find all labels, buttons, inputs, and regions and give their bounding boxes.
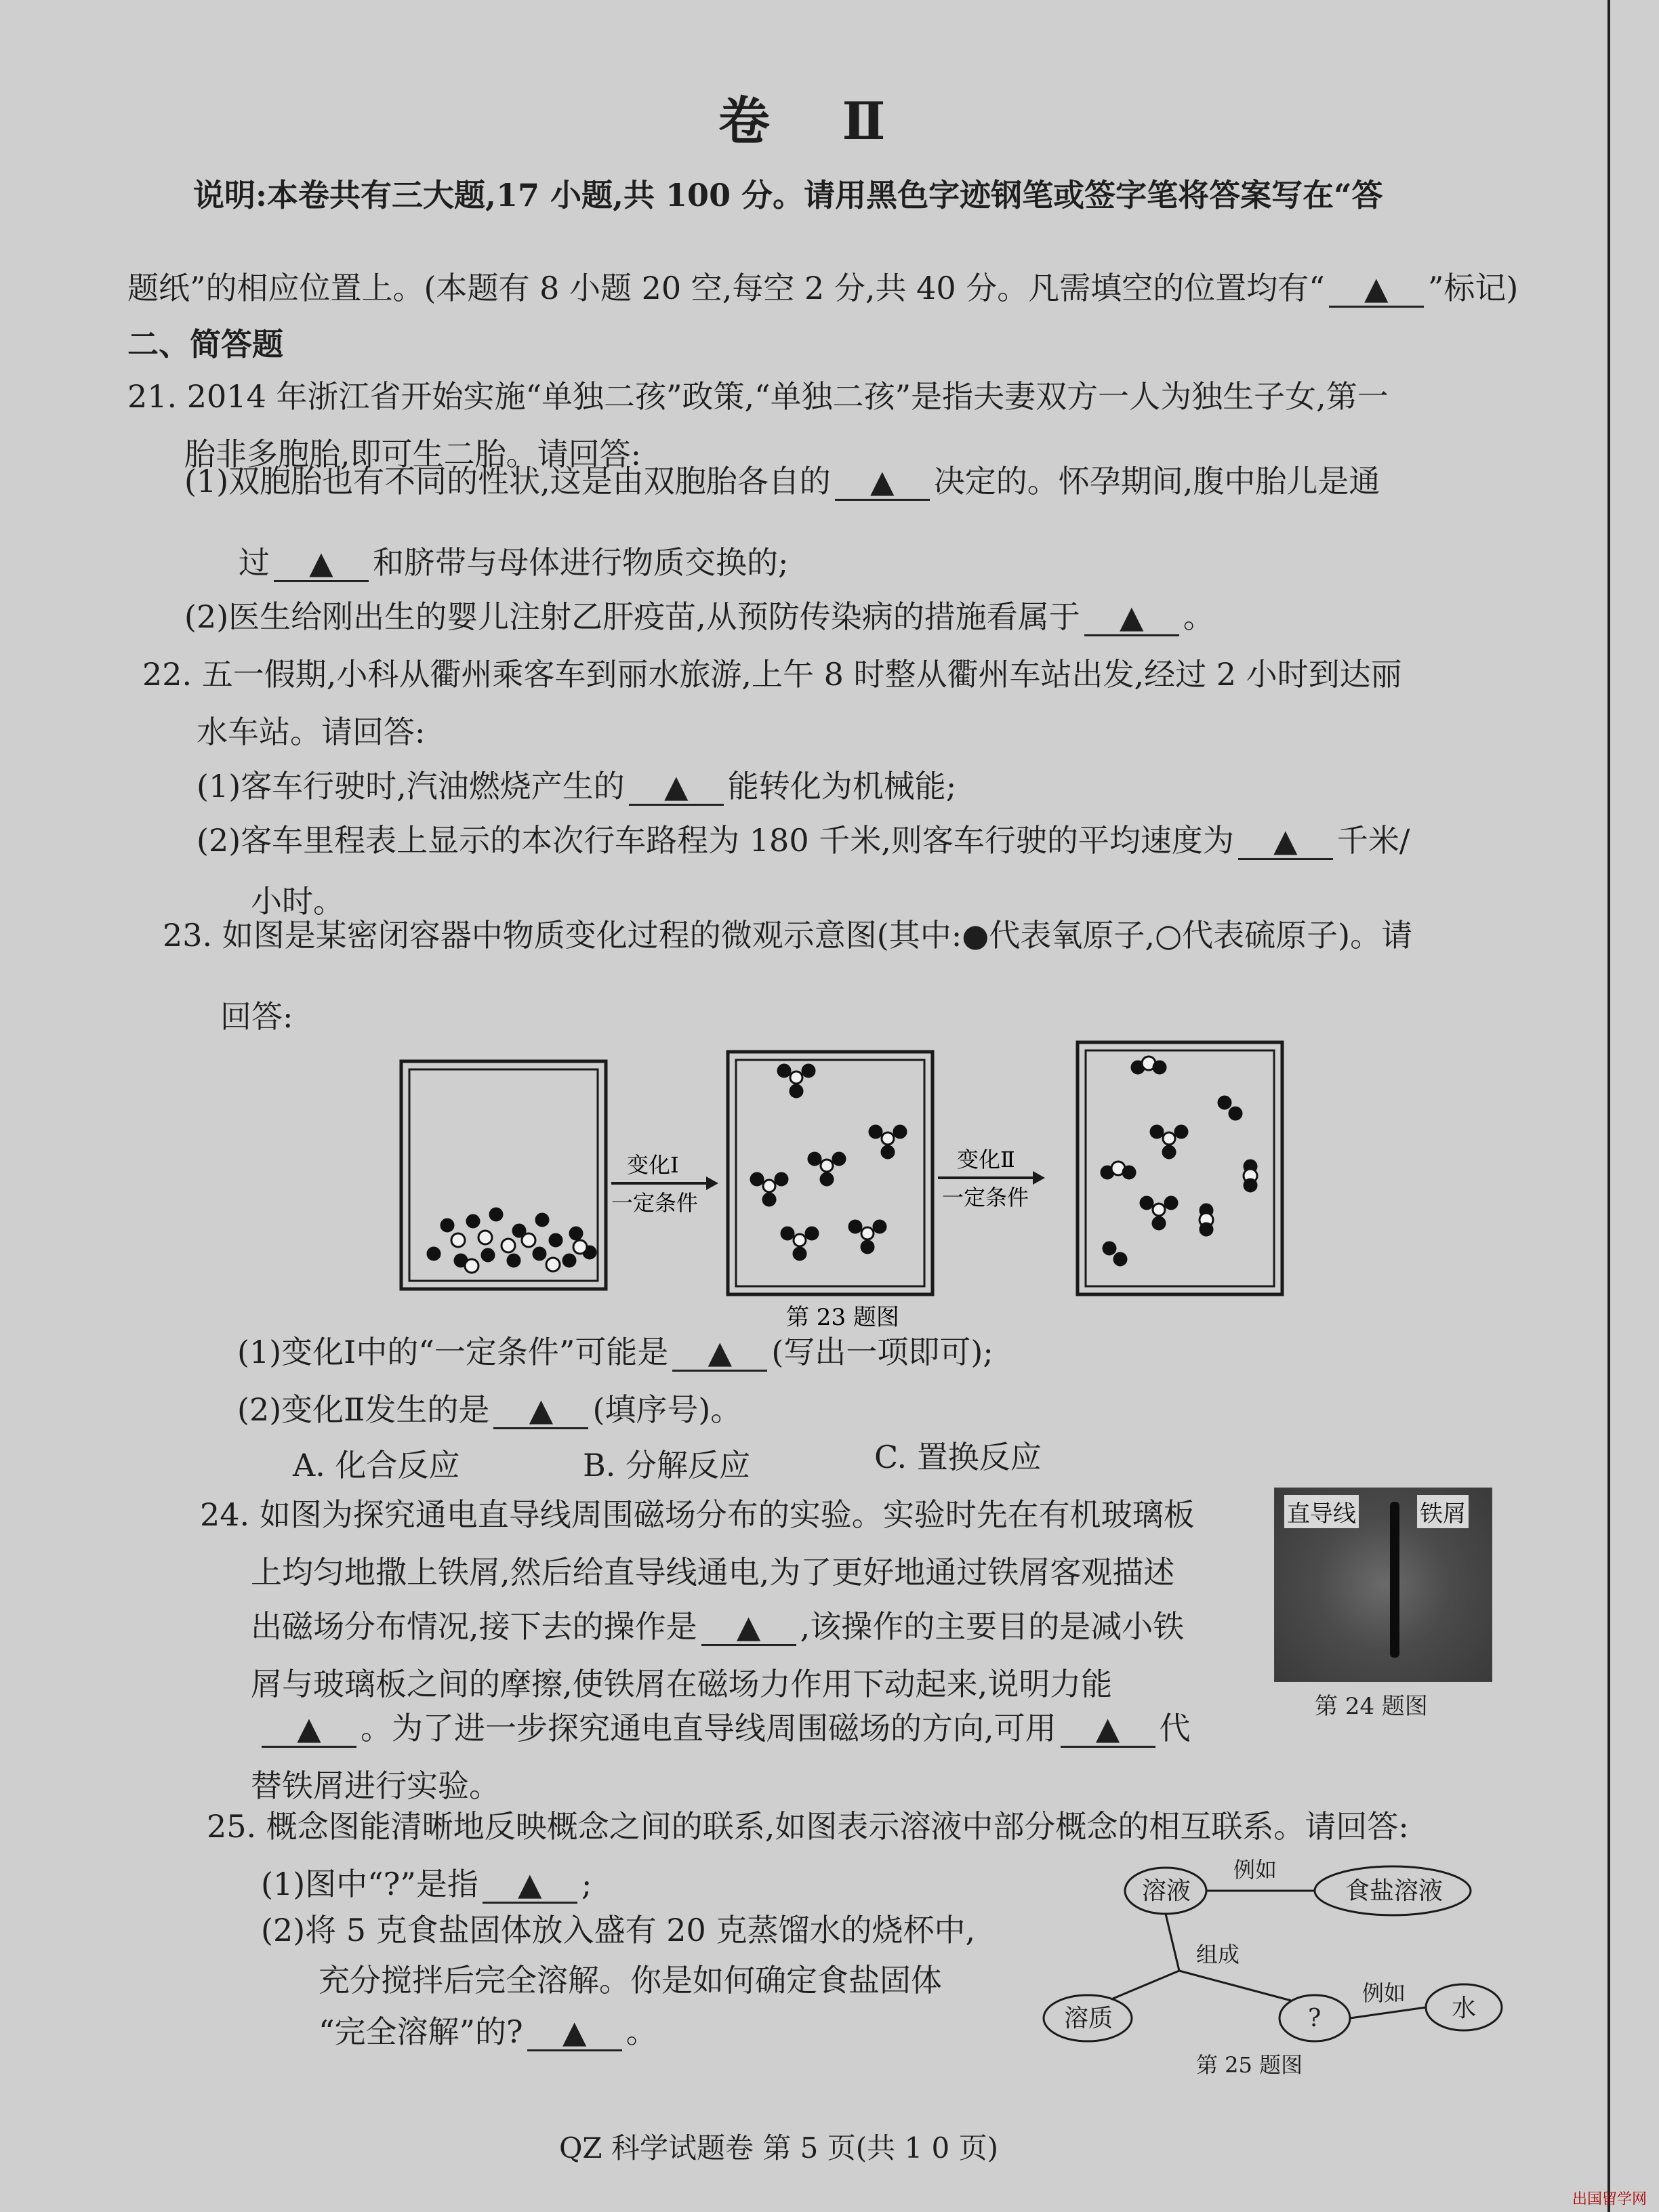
q23-part-2: (2)变化Ⅱ发生的是 ▲ (填序号)。 [237,1391,742,1428]
q24-line-1: 24. 如图为探究通电直导线周围磁场分布的实验。实验时先在有机玻璃板 [200,1496,1195,1533]
q22-part-1: (1)客车行驶时,汽油燃烧产生的 ▲ 能转化为机械能; [197,768,957,804]
q25-part-2-line-1: (2)将 5 克食盐固体放入盛有 20 克蒸馏水的烧杯中, [261,1912,976,1948]
node-unknown-label: ? [1308,2005,1322,2032]
q24-line-6: 替铁屑进行实验。 [251,1767,500,1804]
edge-to-solute [1111,1971,1179,1999]
q25-part-2-line-2: 充分搅拌后完全溶解。你是如何确定食盐固体 [319,1962,942,1999]
answer-blank: ▲ [274,545,369,582]
arrow-2-label-top: 变化Ⅱ [957,1147,1015,1172]
edge-solution-compose [1166,1914,1179,1971]
container-middle-molecules [751,1065,906,1260]
q22-part-2-line-2: 小时。 [251,883,344,920]
answer-blank: ▲ [483,1866,577,1904]
q22-stem-2: 水车站。请回答: [197,714,426,750]
node-salt-solution-label: 食盐溶液 [1345,1877,1443,1905]
answer-blank: ▲ [701,1609,796,1646]
q23-part-1: (1)变化Ⅰ中的“一定条件”可能是 ▲ (写出一项即可); [237,1334,994,1370]
label-iron-filings: 铁屑 [1417,1495,1469,1528]
edge-example-2-label: 例如 [1362,1980,1406,2006]
q23-option-c: C. 置换反应 [874,1439,1042,1475]
answer-blank: ▲ [527,2014,622,2051]
q21-part-2: (2)医生给刚出生的婴儿注射乙肝疫苗,从预防传染病的措施看属于 ▲ 。 [184,598,1214,635]
node-solution-label: 溶液 [1142,1877,1191,1905]
q23-molecule-diagram [393,1037,1301,1335]
answer-blank: ▲ [1061,1711,1155,1748]
site-watermark: 出国留学网 [1572,2191,1647,2208]
q24-line-5: ▲ 。为了进一步探究通电直导线周围磁场的方向,可用 ▲ 代 [258,1708,1191,1748]
q23-option-b: B. 分解反应 [583,1447,751,1483]
edge-unknown-example [1350,2007,1426,2018]
answer-blank: ▲ [262,1711,356,1748]
q24-line-3: 出磁场分布情况,接下去的操作是 ▲ ,该操作的主要目的是减小铁 [251,1608,1185,1645]
answer-blank: ▲ [835,464,930,501]
q22-stem-1: 22. 五一假期,小科从衢州乘客车到丽水旅游,上午 8 时整从衢州车站出发,经过 2 小时到达丽 [142,656,1402,693]
q25-concept-map [1030,1850,1518,2081]
answer-blank: ▲ [1084,599,1179,636]
instruction-line-1: 说明:本卷共有三大题,17 小题,共 100 分。请用黑色字迹钢笔或签字笔将答案写在“答 [193,177,1383,213]
q25-figure-caption: 第 25 题图 [1196,2052,1303,2078]
q25-part-2-line-3: “完全溶解”的? ▲ 。 [319,2013,657,2050]
node-solute-label: 溶质 [1064,2005,1113,2032]
q23-figure-caption: 第 23 题图 [786,1304,899,1331]
node-water-label: 水 [1452,1994,1477,2022]
q24-line-4: 屑与玻璃板之间的摩擦,使铁屑在磁场力作用下动起来,说明力能 [251,1666,1113,1702]
straight-wire [1390,1502,1399,1658]
answer-blank: ▲ [493,1392,588,1429]
edge-compose-label: 组成 [1196,1942,1240,1967]
q21-stem-2: 胎非多胞胎,即可生二胎。请回答: [184,436,642,472]
q23-stem-2: 回答: [220,998,293,1035]
q24-photo-figure [1274,1488,1492,1682]
q21-part-1b: 过 ▲ 和脐带与母体进行物质交换的; [239,544,789,581]
arrow-1-label-top: 变化Ⅰ [627,1152,679,1178]
arrow-1-label-bottom: 一定条件 [611,1190,699,1216]
container-after-molecules [1101,1057,1257,1265]
q21-part-1a: (1)双胞胎也有不同的性状,这是由双胞胎各自的 ▲ 决定的。怀孕期间,腹中胎儿是通 [184,463,1380,499]
answer-blank: ▲ [629,769,724,806]
blank-mark: ▲ [1329,270,1424,308]
instruction-line-2: 题纸”的相应位置上。(本题有 8 小题 20 空,每空 2 分,共 40 分。凡需填空的位置均有“ ▲ ”标记) [127,270,1519,306]
q22-part-2: (2)客车里程表上显示的本次行车路程为 180 千米,则客车行驶的平均速度为 ▲ 千米/ [197,822,1410,859]
q21-stem-1: 21. 2014 年浙江省开始实施“单独二孩”政策,“单独二孩”是指夫妻双方一人为独生子女,第一 [127,378,1389,415]
answer-blank: ▲ [672,1334,767,1372]
q23-option-a: A. 化合反应 [293,1447,460,1483]
arrow-2-label-bottom: 一定条件 [942,1185,1029,1210]
q24-figure-caption: 第 24 题图 [1315,1693,1428,1720]
q23-stem-1: 23. 如图是某密闭容器中物质变化过程的微观示意图(其中:●代表氧原子,○代表硫原子)。请 [163,917,1413,954]
edge-to-unknown [1179,1971,1291,2001]
edge-example-1-label: 例如 [1233,1857,1277,1883]
page-footer: QZ 科学试题卷 第 5 页(共 1 0 页) [559,2131,999,2165]
label-straight-wire: 直导线 [1284,1495,1359,1528]
q25-stem: 25. 概念图能清晰地反映概念之间的联系,如图表示溶液中部分概念的相互联系。请回答: [207,1808,1409,1845]
section-heading: 二、简答题 [127,326,283,363]
binding-margin-line [1607,0,1610,2212]
q25-part-1: (1)图中“?”是指 ▲ ; [261,1866,592,1902]
q24-line-2: 上均匀地撒上铁屑,然后给直导线通电,为了更好地通过铁屑客观描述 [251,1554,1175,1591]
paper-section-title: 卷 Ⅱ [718,91,913,151]
answer-blank: ▲ [1238,823,1333,860]
